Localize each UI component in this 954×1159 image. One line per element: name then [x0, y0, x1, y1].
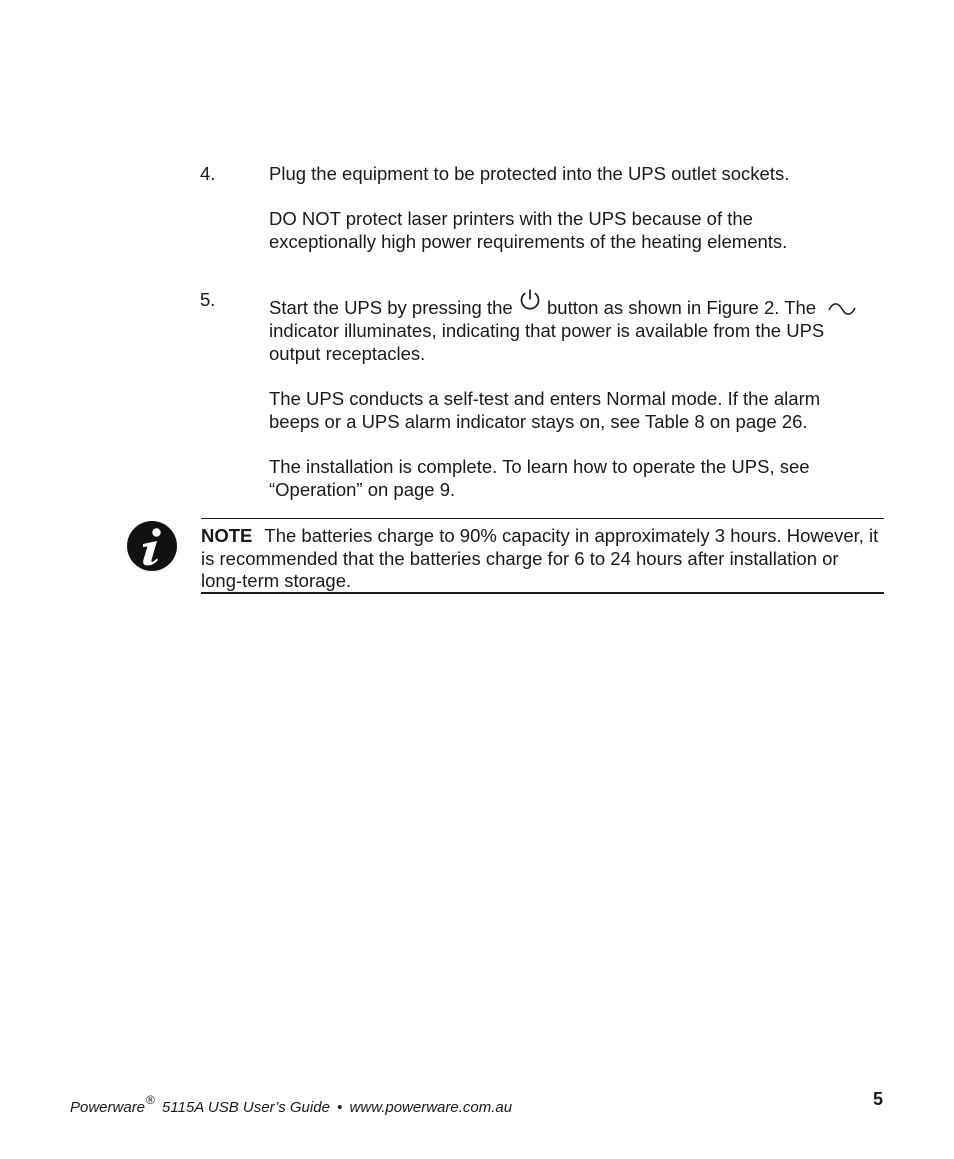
step-paragraph: DO NOT protect laser printers with the UPS because of the exceptionally high power requirements of the heating elements. [269, 208, 788, 252]
footer-guide-title: 5115A USB User’s Guide [162, 1099, 330, 1116]
footer-bullet: • [337, 1099, 343, 1116]
registered-mark: ® [146, 1093, 155, 1107]
page-number: 5 [873, 1089, 884, 1109]
sine-wave-icon [827, 302, 857, 316]
step-paragraph [269, 288, 879, 365]
step-body [269, 162, 890, 253]
note-label: NOTE [201, 525, 253, 546]
step-paragraph: The installation is complete. To learn how to operate the UPS, see “Operation” on page 9. [269, 456, 810, 500]
step-4 [200, 162, 890, 275]
footer-website: www.powerware.com.au [349, 1099, 513, 1116]
step-body [269, 288, 890, 501]
power-button-icon [518, 288, 542, 312]
note-box [201, 518, 884, 594]
step-text: indicator illuminates, indicating that power is available from the UPS output receptacles. [269, 320, 825, 364]
step-text: button as shown in Figure 2. The [547, 297, 817, 318]
footer-brand: Powerware [70, 1099, 146, 1116]
step-paragraph: Plug the equipment to be protected into the UPS outlet sockets. [269, 163, 790, 184]
footer [70, 1093, 513, 1118]
note-text: The batteries charge to 90% capacity in approximately 3 hours. However, it is recommended that the batteries charge for 6 to 24 hours after installation or long-term storage. [201, 525, 879, 591]
info-icon [126, 520, 178, 572]
step-text: Start the UPS by pressing the [269, 297, 513, 318]
step-number: 5. [200, 289, 216, 310]
step-5 [200, 288, 890, 523]
step-number: 4. [200, 163, 216, 184]
step-paragraph: The UPS conducts a self-test and enters Normal mode. If the alarm beeps or a UPS alarm indicator stays on, see Table 8 on page 26. [269, 388, 821, 432]
